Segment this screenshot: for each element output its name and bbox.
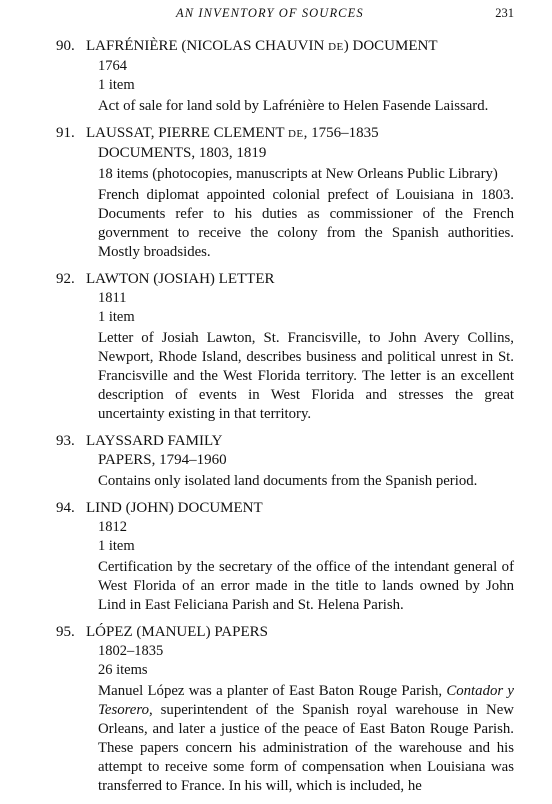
entry-description-start: Manuel López was a planter of East Baton Rouge Parish, (98, 683, 447, 699)
running-header (0, 6, 552, 24)
entry-number: 95. (56, 624, 75, 640)
inventory-entry-95 (56, 623, 514, 796)
inventory-entries (56, 37, 514, 804)
entry-title-particle: DE (287, 128, 304, 140)
entry-number: 90. (56, 38, 75, 54)
entry-quantity: 1 item (98, 538, 135, 554)
entry-number: 92. (56, 271, 75, 287)
entry-description (56, 682, 514, 796)
entry-title: LÓPEZ (MANUEL) PAPERS (86, 624, 268, 640)
page-number: 231 (495, 6, 514, 20)
inventory-entry-90 (56, 37, 514, 116)
entry-heading (56, 623, 514, 642)
entry-description-end: , superintendent of the Spanish royal warehouse in New Orleans, and later a justice of the peace of East Baton Rouge Parish. These papers concern his administration of the warehouse and his attempt to receive some form of compensation when Louisiana was transferred to France. In his will, which is included, he (98, 702, 514, 794)
entry-number: 93. (56, 433, 75, 449)
entry-description: French diplomat appointed colonial prefect of Louisiana in 1803. Documents refer to his duties as commissioner of the French government to receive the colony from the Spanish authorities. Mostly broadsides. (98, 187, 514, 260)
entry-title-particle: DE (328, 41, 344, 53)
entry-number: 91. (56, 125, 75, 141)
entry-title: LAWTON (JOSIAH) LETTER (86, 271, 275, 287)
entry-title-suffix: , 1756–1835 (303, 125, 379, 141)
entry-quantity: 26 items (98, 662, 148, 678)
entry-dates: 1802–1835 (98, 643, 164, 659)
entry-description: Certification by the secretary of the office of the intendant general of West Florida of an error made in the title to lands owned by John Lind in East Feliciana Parish and St. Helena Parish. (98, 559, 514, 613)
entry-subtitle: DOCUMENTS, 1803, 1819 (98, 145, 267, 161)
entry-description: Letter of Josiah Lawton, St. Francisville, to John Avery Collins, Newport, Rhode Island, describes business and political unrest in St. Francisville and the West Florida territory. The letter is an excellent description of events in West Florida and stresses the great uncertainty existing in that territory. (98, 330, 514, 422)
entry-dates: 1812 (98, 519, 127, 535)
entry-subtitle: PAPERS, 1794–1960 (98, 452, 227, 468)
entry-quantity: 1 item (98, 309, 135, 325)
running-title: AN INVENTORY OF SOURCES (176, 6, 364, 20)
entry-title: LAFRÉNIÈRE (NICOLAS CHAUVIN (86, 38, 329, 54)
inventory-entry-91 (56, 124, 514, 262)
entry-title: LAYSSARD FAMILY (86, 433, 223, 449)
entry-heading (56, 124, 514, 144)
entry-description-italic-title: Contador y Tesorero (98, 683, 514, 718)
entry-title: LIND (JOHN) DOCUMENT (86, 500, 263, 516)
entry-heading (56, 499, 514, 518)
entry-heading (56, 432, 514, 451)
entry-heading (56, 37, 514, 57)
entry-quantity: 18 items (photocopies, manuscripts at New Orleans Public Library) (98, 166, 498, 182)
entry-description: Contains only isolated land documents from the Spanish period. (98, 473, 478, 489)
entry-quantity: 1 item (98, 77, 135, 93)
entry-dates: 1764 (98, 58, 127, 74)
entry-heading (56, 270, 514, 289)
entry-title-suffix: ) DOCUMENT (343, 38, 438, 54)
entry-number: 94. (56, 500, 75, 516)
inventory-entry-94 (56, 499, 514, 615)
inventory-entry-93 (56, 432, 514, 491)
inventory-entry-92 (56, 270, 514, 424)
entry-title: LAUSSAT, PIERRE CLEMENT (86, 125, 288, 141)
entry-dates: 1811 (98, 290, 127, 306)
entry-description: Act of sale for land sold by Lafrénière to Helen Fasende Laissard. (98, 98, 489, 114)
